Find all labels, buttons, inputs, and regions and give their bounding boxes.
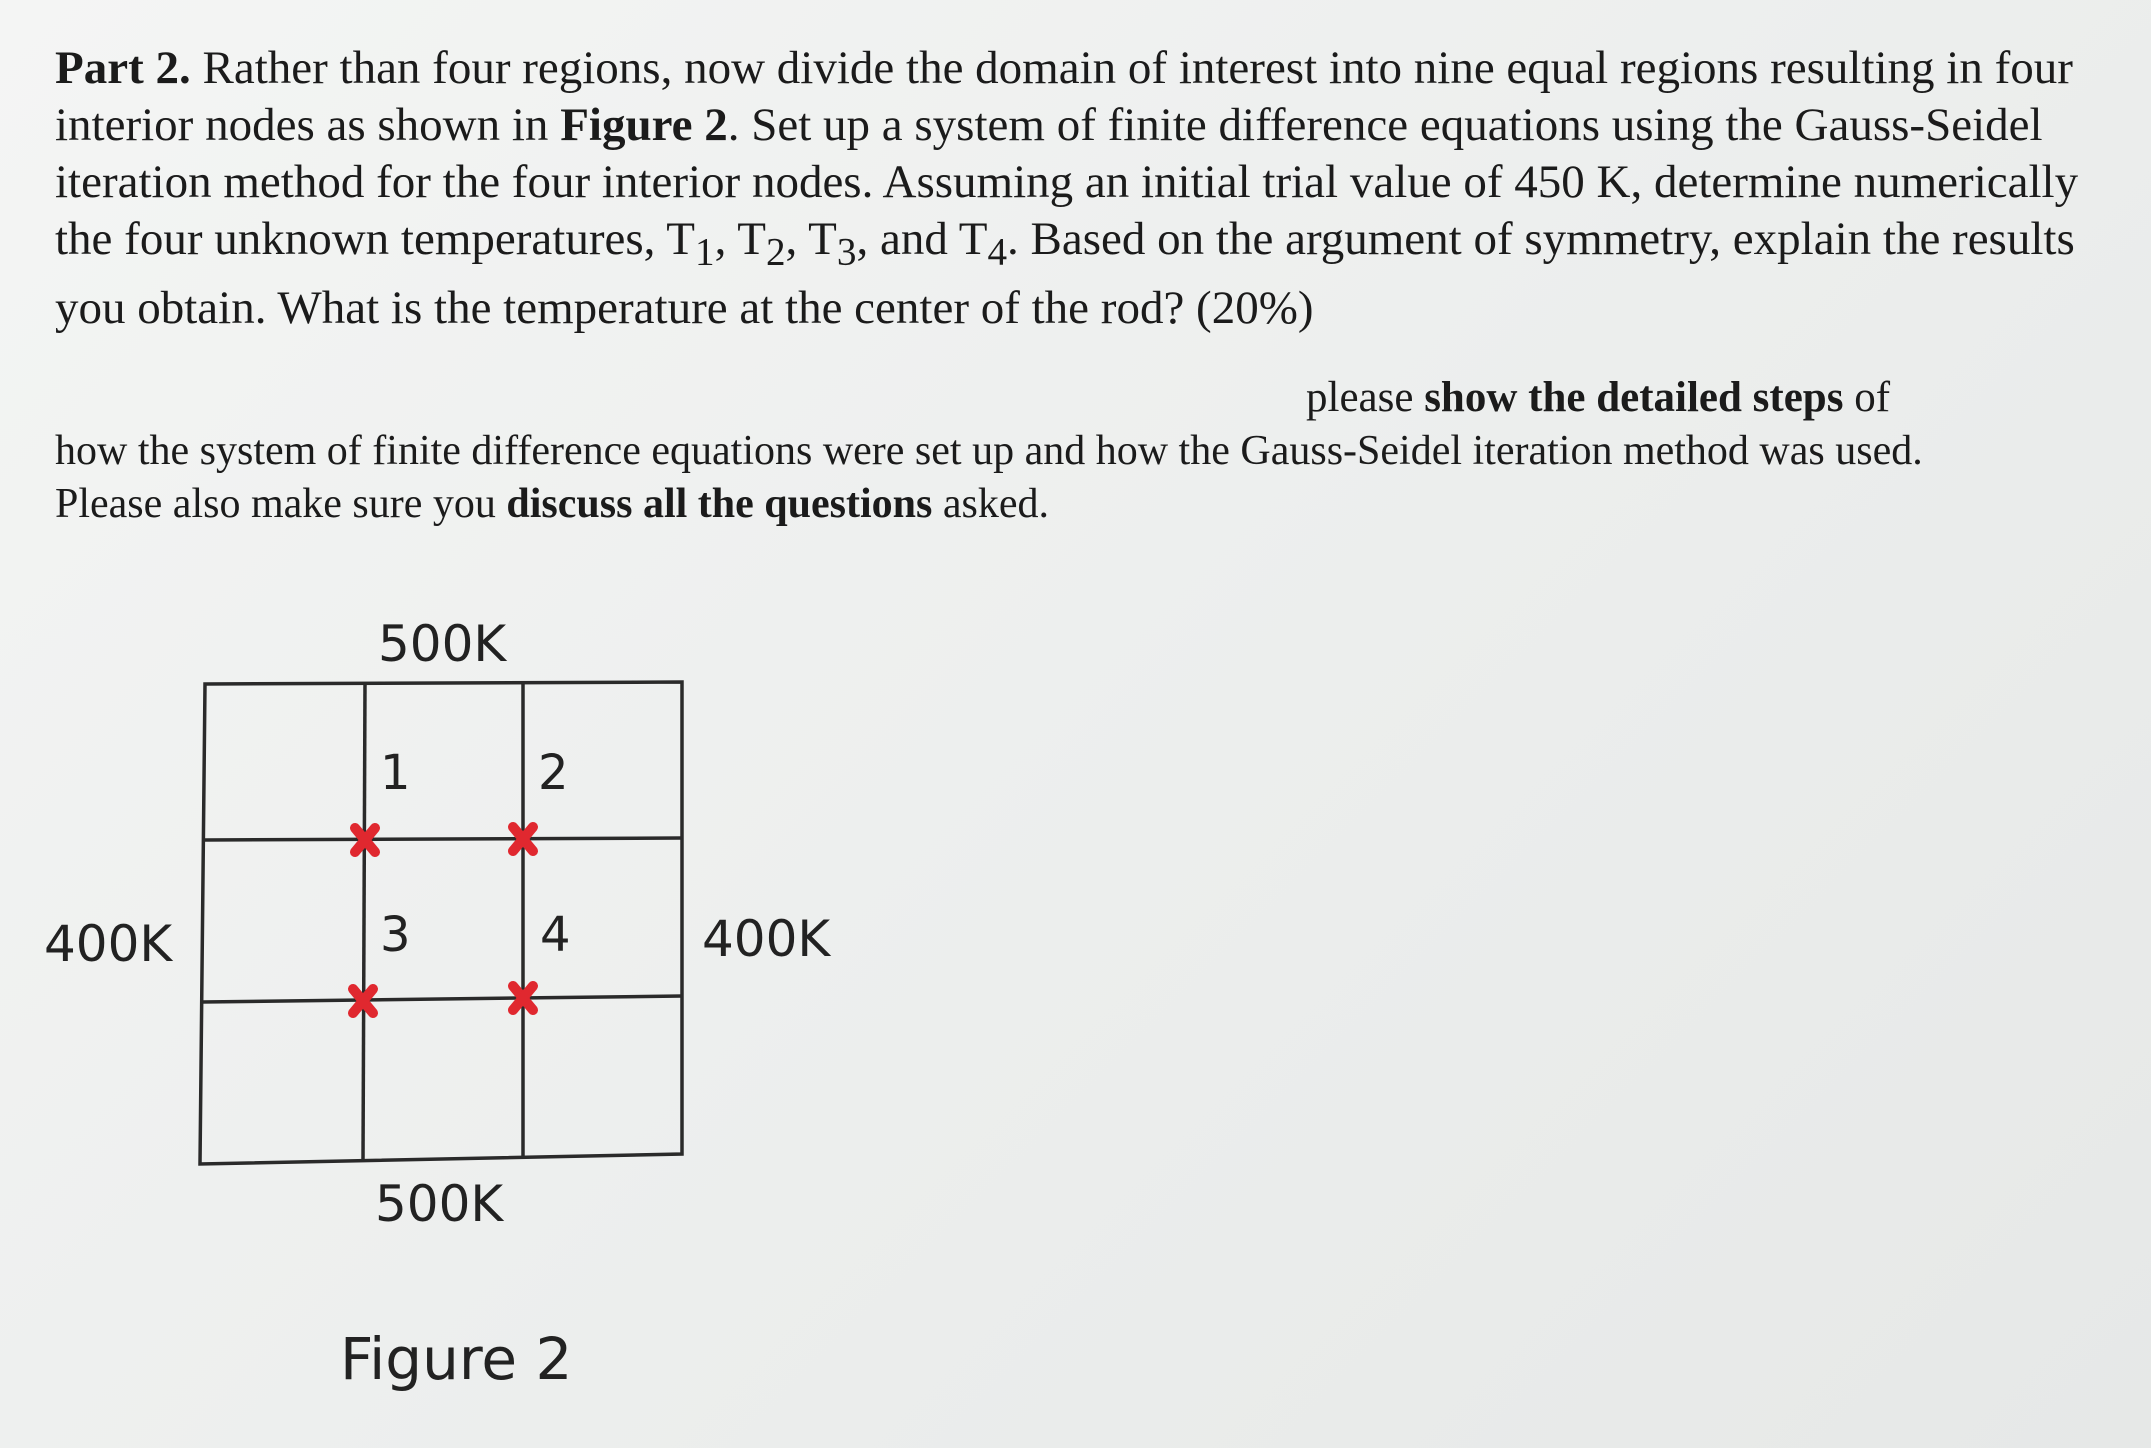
instructions-bold-discuss: discuss all the questions — [506, 481, 933, 527]
grid-outer-border — [200, 682, 682, 1164]
node-label-2: 2 — [538, 745, 569, 801]
separator-3: , and T — [856, 213, 988, 265]
problem-text-a: Rather than four regions, now divide the domain of interest into nine equal regions resulting in four interior nodes as shown in — [55, 42, 2073, 151]
separator-1: , T — [714, 213, 766, 265]
instructions-after-bold: of — [1843, 374, 1891, 421]
subscript-4: 4 — [987, 230, 1008, 274]
nine-region-grid — [195, 676, 685, 1171]
subscript-2: 2 — [765, 230, 786, 274]
grid-horizontal-line-1 — [204, 838, 682, 840]
instructions-line2: how the system of finite difference equations were set up and how the Gauss-Seidel iteration method was used. Please also make sure you — [55, 428, 1923, 527]
figure-reference: Figure 2 — [560, 99, 728, 151]
subscript-3: 3 — [836, 230, 857, 274]
grid-vertical-line-1 — [363, 683, 365, 1161]
node-label-4: 4 — [540, 907, 571, 963]
instructions-bold-steps: show the detailed steps — [1424, 374, 1844, 421]
instructions-body — [55, 425, 2015, 531]
node-label-1: 1 — [380, 745, 411, 801]
instructions-lead: please — [1306, 374, 1425, 421]
instructions-first-line — [1306, 372, 1890, 424]
problem-text-c: . Based on the argument of symmetry, explain the results you obtain. What is the temperature at the center of the rod? (20%) — [55, 213, 2075, 335]
right-boundary-temperature: 400K — [702, 910, 831, 968]
problem-statement — [55, 40, 2130, 337]
part-label: Part 2. — [55, 42, 191, 94]
separator-2: , T — [785, 213, 837, 265]
instructions-tail: asked. — [932, 481, 1049, 527]
top-boundary-temperature: 500K — [378, 615, 507, 673]
grid-horizontal-line-2 — [202, 996, 682, 1002]
bottom-boundary-temperature: 500K — [375, 1175, 504, 1233]
grid-lines — [200, 682, 682, 1164]
problem-text-b: . Set up a system of finite difference equations using the Gauss-Seidel iteration method for the four interior nodes. Assuming an initial trial value of 450 K, determine numerically the four unknown temperatures, T — [55, 99, 2079, 265]
subscript-1: 1 — [695, 230, 715, 274]
figure-caption: Figure 2 — [340, 1325, 573, 1393]
node-label-3: 3 — [380, 907, 411, 963]
left-boundary-temperature: 400K — [44, 915, 173, 973]
